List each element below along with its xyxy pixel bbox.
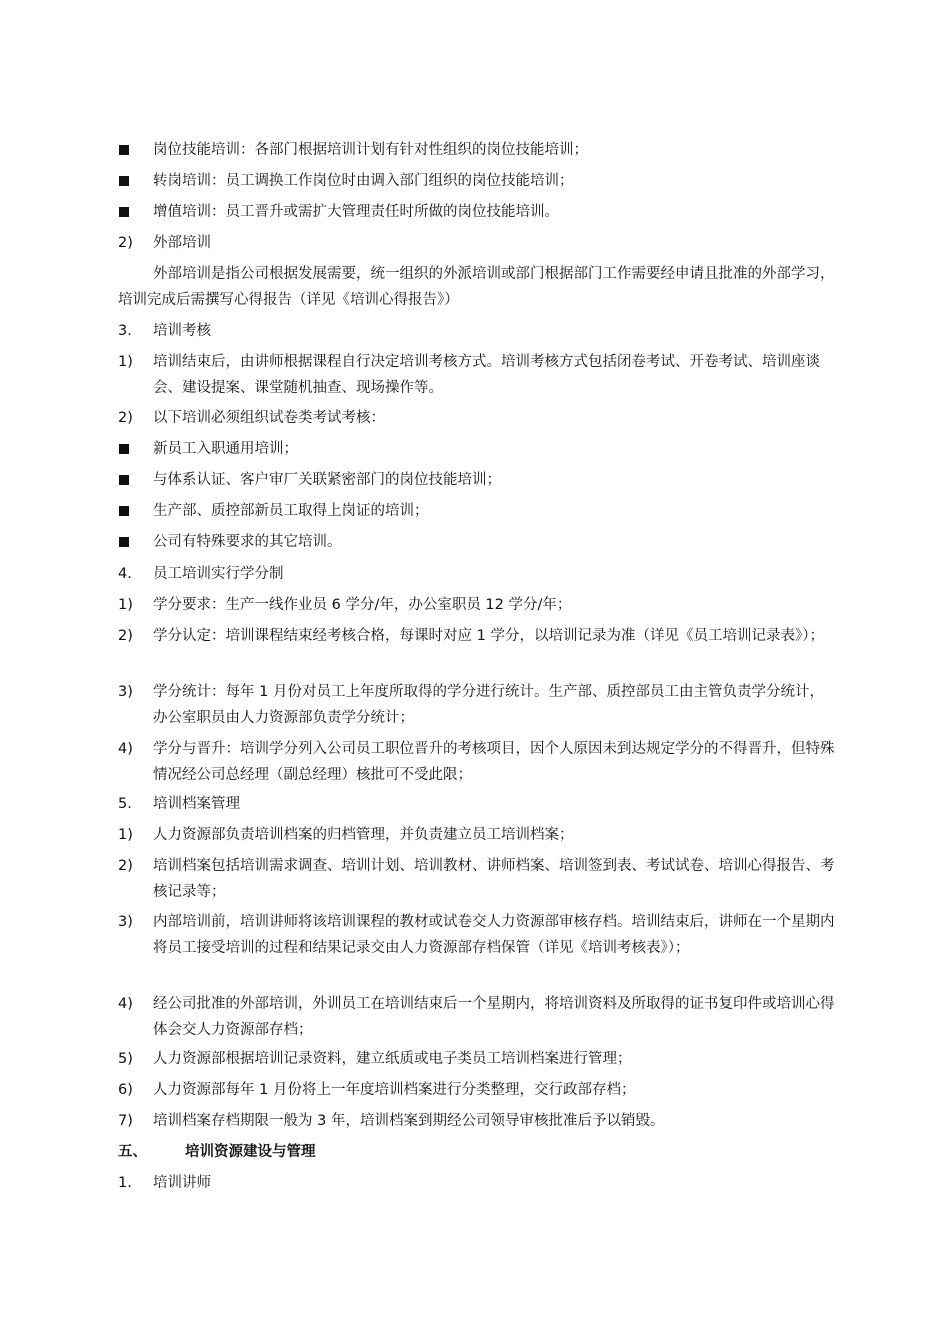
square-bullet-icon xyxy=(119,506,129,516)
list-item-text: 人力资源部根据培训记录资料，建立纸质或电子类员工培训档案进行管理； xyxy=(153,1051,632,1067)
square-bullet-icon xyxy=(119,145,129,155)
list-item-text: 岗位技能培训：各部门根据培训计划有针对性组织的岗位技能培训； xyxy=(153,142,588,158)
square-bullet-icon xyxy=(119,475,129,485)
list-marker: 3) xyxy=(118,914,133,930)
list-item-text: 学分统计：每年 1 月份对员工上年度所取得的学分进行统计。生产部、质控部员工由主管负责学分统计，办公室职员由人力资源部负责学分统计； xyxy=(153,684,824,726)
list-item-text: 培训考核 xyxy=(153,323,211,339)
list-item-text: 增值培训：员工晋升或需扩大管理责任时所做的岗位技能培训。 xyxy=(153,204,559,220)
list-marker: 4) xyxy=(118,996,133,1012)
list-item-text: 培训档案管理 xyxy=(153,796,240,812)
list-marker: 1) xyxy=(118,597,133,613)
list-item-text: 以下培训必须组织试卷类考试考核： xyxy=(153,410,385,426)
list-item-text: 培训讲师 xyxy=(153,1175,211,1191)
list-marker: 6) xyxy=(118,1082,133,1098)
list-item-text: 生产部、质控部新员工取得上岗证的培训； xyxy=(153,503,429,519)
list-item-text: 经公司批准的外部培训，外训员工在培训结束后一个星期内，将培训资料及所取得的证书复印件或培训心得体会交人力资源部存档； xyxy=(153,996,835,1038)
list-marker: 5. xyxy=(118,796,132,812)
section-number: 五、 xyxy=(118,1144,147,1160)
list-item-text: 培训档案存档期限一般为 3 年，培训档案到期经公司领导审核批准后予以销毁。 xyxy=(153,1113,665,1129)
list-marker: 4. xyxy=(118,566,132,582)
list-marker: 5) xyxy=(118,1051,133,1067)
list-marker: 2) xyxy=(118,628,133,644)
list-item-text: 新员工入职通用培训； xyxy=(153,441,298,457)
list-item-text: 转岗培训：员工调换工作岗位时由调入部门组织的岗位技能培训； xyxy=(153,173,574,189)
list-marker: 4) xyxy=(118,741,133,757)
list-marker: 2) xyxy=(118,858,133,874)
list-marker: 3) xyxy=(118,684,133,700)
list-item-text: 学分要求：生产一线作业员 6 学分/年，办公室职员 12 学分/年； xyxy=(153,597,572,613)
list-item-text: 培训档案包括培训需求调查、培训计划、培训教材、讲师档案、培训签到表、考试试卷、培训心得报告、考核记录等； xyxy=(153,858,835,900)
list-marker: 2) xyxy=(118,235,133,251)
list-marker: 3. xyxy=(118,323,132,339)
list-marker: 1) xyxy=(118,354,133,370)
list-item-text: 人力资源部每年 1 月份将上一年度培训档案进行分类整理，交行政部存档； xyxy=(153,1082,636,1098)
list-marker: 1. xyxy=(118,1175,132,1191)
list-marker: 7) xyxy=(118,1113,133,1129)
list-item-text: 与体系认证、客户审厂关联紧密部门的岗位技能培训； xyxy=(153,472,501,488)
section-title: 培训资源建设与管理 xyxy=(185,1144,316,1160)
square-bullet-icon xyxy=(119,176,129,186)
list-item-text: 内部培训前，培训讲师将该培训课程的教材或试卷交人力资源部审核存档。培训结束后，讲师在一个星期内将员工接受培训的过程和结果记录交由人力资源部存档保管（详见《培训考核表》）； xyxy=(153,914,835,956)
list-item-text: 人力资源部负责培训档案的归档管理，并负责建立员工培训档案； xyxy=(153,827,574,843)
list-marker: 2) xyxy=(118,410,133,426)
paragraph: 外部培训是指公司根据发展需要，统一组织的外派培训或部门根据部门工作需要经申请且批准的外部学习，培训完成后需撰写心得报告（详见《培训心得报告》） xyxy=(118,266,835,308)
square-bullet-icon xyxy=(119,444,129,454)
square-bullet-icon xyxy=(119,207,129,217)
list-item-text: 学分认定：培训课程结束经考核合格，每课时对应 1 学分，以培训记录为准（详见《员工培训记录表》）； xyxy=(153,628,824,644)
list-item-text: 公司有特殊要求的其它培训。 xyxy=(153,534,342,550)
list-marker: 1) xyxy=(118,827,133,843)
list-item-text: 员工培训实行学分制 xyxy=(153,566,284,582)
square-bullet-icon xyxy=(119,537,129,547)
list-item-text: 外部培训 xyxy=(153,235,211,251)
list-item-text: 培训结束后，由讲师根据课程自行决定培训考核方式。培训考核方式包括闭卷考试、开卷考试、培训座谈会、建设提案、课堂随机抽查、现场操作等。 xyxy=(153,354,820,396)
list-item-text: 学分与晋升：培训学分列入公司员工职位晋升的考核项目，因个人原因未到达规定学分的不得晋升，但特殊情况经公司总经理（副总经理）核批可不受此限； xyxy=(153,741,835,783)
